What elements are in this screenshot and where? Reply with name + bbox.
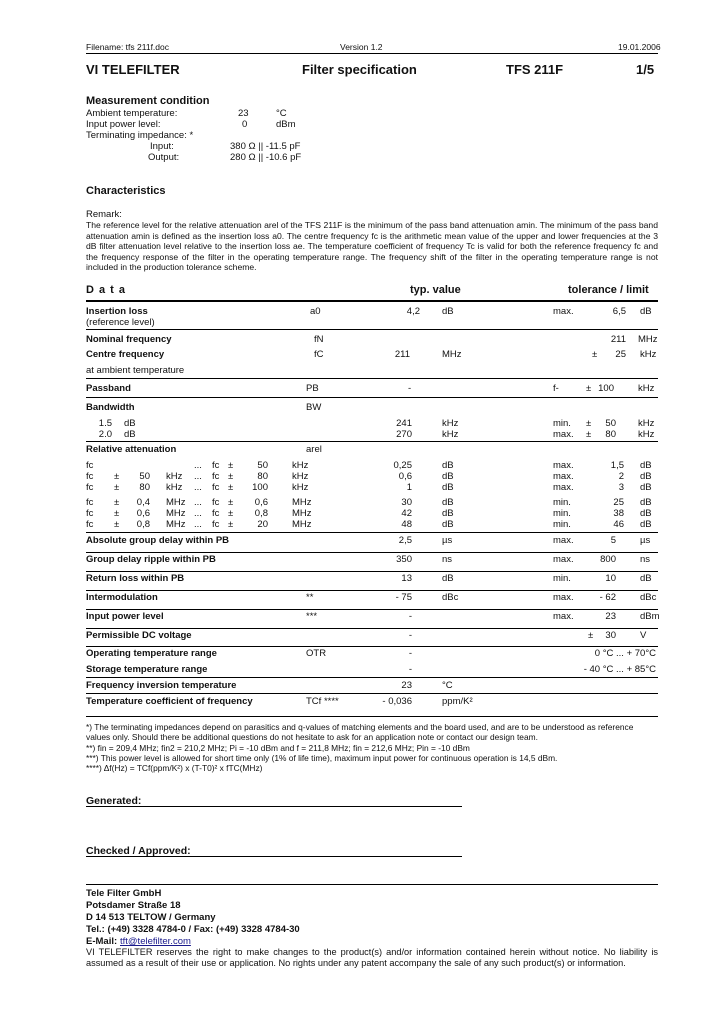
ra-from: fc (86, 471, 94, 482)
footnote-2: **) fin = 209,4 MHz; fin2 = 210,2 MHz; Pi = -10 dBm and f = 211,8 MHz; fin = 212,6 MHz; Pin = -10 dBm (86, 743, 470, 753)
storage-temp-typ: - (408, 664, 412, 675)
return-loss-unit: dB (442, 573, 454, 584)
op-temp-sym: OTR (306, 648, 327, 659)
ra-pm: ± (228, 460, 234, 471)
abs-delay-label: Absolute group delay within PB (86, 535, 230, 546)
passband-sym: PB (306, 383, 319, 394)
ra-to-unit: kHz (292, 482, 309, 493)
ra-pm: ± (228, 508, 234, 519)
return-loss-label: Return loss within PB (86, 573, 185, 584)
ripple-val: 800 (600, 554, 616, 565)
storage-temp-label: Storage temperature range (86, 664, 208, 675)
power-label: Input power level: (86, 119, 161, 130)
ra-from: fc (86, 519, 94, 530)
footnote-rule (86, 716, 658, 717)
footer-city: D 14 513 TELTOW / Germany (86, 912, 216, 923)
ra-val: 2 (618, 471, 624, 482)
ra-typ: 0,6 (398, 471, 412, 482)
intermod-unit: dBc (442, 592, 459, 603)
ra-typ: 30 (401, 497, 412, 508)
abs-delay-lim: max. (553, 535, 574, 546)
input-power-label: Input power level (86, 611, 164, 622)
remark-text: The reference level for the relative attenuation arel of the TFS 211F is the minimum of the pass band attenuation amin. The minimum of the pass band attenuation amin is defined as the insertion loss a0. The centre frequency fc is the arithmetic mean value of the upper and lower frequencies at the 3 dB filter attenuation level relative to the insertion loss ae. The temperature coefficient of frequency Tc is valid for both the reference frequency fc and the frequency response of the filter in the operating temperature range. The frequency shift of the filter in the operating temperature range is not included in the production tolerance scheme. (86, 220, 658, 273)
ra-pm: ± (114, 482, 120, 493)
ra-typ: 0,25 (393, 460, 412, 471)
ra-val: 3 (618, 482, 624, 493)
row-rule (86, 693, 658, 694)
nominal-freq-val: 211 (610, 334, 626, 345)
op-temp-label: Operating temperature range (86, 648, 217, 659)
ra-to-unit: kHz (292, 471, 309, 482)
dc-voltage-pm: ± (588, 630, 594, 641)
bw-typ: 270 (396, 429, 412, 440)
temp-coef-typ: - 0,036 (382, 696, 412, 707)
ra-lim: min. (553, 519, 571, 530)
insertion-loss-sub: (reference level) (86, 317, 155, 328)
ra-to: fc (212, 508, 220, 519)
intermod-val: - 62 (599, 592, 616, 603)
op-temp-range: 0 °C ... + 70°C (594, 648, 656, 659)
checked-signature-line[interactable] (86, 856, 462, 857)
dc-voltage-label: Permissible DC voltage (86, 630, 192, 641)
row-rule (86, 571, 658, 572)
company-title: VI TELEFILTER (86, 62, 180, 77)
ra-from-unit: kHz (166, 471, 183, 482)
ra-to: fc (212, 519, 220, 530)
input-label: Input: (150, 141, 174, 152)
ra-from-val: 80 (139, 482, 150, 493)
generated-signature-line[interactable] (86, 806, 462, 807)
return-loss-typ: 13 (401, 573, 412, 584)
bw-unit: kHz (442, 429, 459, 440)
ra-to-unit: MHz (292, 508, 312, 519)
ra-to-unit: kHz (292, 460, 309, 471)
date-label: 19.01.2006 (618, 42, 661, 52)
ripple-typ: 350 (396, 554, 412, 565)
passband-f: f- (553, 383, 559, 394)
ra-pm: ± (114, 519, 120, 530)
ripple-label: Group delay ripple within PB (86, 554, 216, 565)
ra-from-val: 0,6 (136, 508, 150, 519)
ra-to: fc (212, 471, 220, 482)
footer-email-label: E-Mail: (86, 936, 118, 947)
bw-val: 80 (605, 429, 616, 440)
ra-lim: min. (553, 497, 571, 508)
ra-pm: ± (228, 482, 234, 493)
ra-lim: min. (553, 508, 571, 519)
ra-to-val: 20 (257, 519, 268, 530)
insertion-loss-label: Insertion loss (86, 306, 148, 317)
row-rule (86, 590, 658, 591)
return-loss-val: 10 (605, 573, 616, 584)
ra-unit: dB (442, 482, 454, 493)
nominal-freq-sym: fN (314, 334, 324, 345)
row-rule (86, 532, 658, 533)
ra-dots: ... (194, 497, 202, 508)
freq-inv-typ: 23 (401, 680, 412, 691)
bw-lunit: kHz (638, 429, 655, 440)
ambient-label: Ambient temperature: (86, 108, 178, 119)
ripple-lim: max. (553, 554, 574, 565)
passband-typ: - (408, 383, 412, 394)
ra-lunit: dB (640, 519, 652, 530)
ra-typ: 1 (406, 482, 412, 493)
footnote-4: ****) Δf(Hz) = TCf(ppm/K²) x (T-T0)² x fTC(MHz) (86, 763, 263, 773)
ra-from: fc (86, 508, 94, 519)
op-temp-typ: - (408, 648, 412, 659)
ra-dots: ... (194, 519, 202, 530)
passband-val: 100 (598, 383, 614, 394)
ra-from: fc (86, 497, 94, 508)
passband-pm: ± (586, 383, 592, 394)
bandwidth-sym: BW (306, 402, 322, 413)
row-rule (86, 628, 658, 629)
ra-from: fc (86, 460, 94, 471)
ra-to-val: 50 (257, 460, 268, 471)
bw-level: 1.5 (98, 418, 112, 429)
term-label: Terminating impedance: * (86, 130, 194, 141)
nominal-freq-unit: MHz (638, 334, 658, 345)
ra-from-unit: MHz (166, 508, 186, 519)
ra-to-val: 0,6 (254, 497, 268, 508)
ra-lim: max. (553, 460, 574, 471)
row-rule (86, 378, 658, 379)
input-power-lim: max. (553, 611, 574, 622)
input-power-sym: *** (306, 611, 318, 622)
ra-pm: ± (114, 508, 120, 519)
abs-delay-lunit: µs (640, 535, 651, 546)
centre-freq-val: 25 (615, 349, 626, 360)
abs-delay-val: 5 (610, 535, 616, 546)
ra-to-val: 0,8 (254, 508, 268, 519)
bw-level: 2.0 (98, 429, 112, 440)
ra-to-unit: MHz (292, 519, 312, 530)
insertion-loss-val: 6,5 (612, 306, 626, 317)
temp-coef-label: Temperature coefficient of frequency (86, 696, 253, 707)
ra-to-val: 80 (257, 471, 268, 482)
checked-label: Checked / Approved: (86, 845, 191, 857)
power-value: 0 (242, 119, 248, 130)
version-label: Version 1.2 (340, 42, 383, 52)
bw-pm: ± (586, 418, 592, 429)
ra-from-val: 50 (139, 471, 150, 482)
ra-typ: 42 (401, 508, 412, 519)
ra-lunit: dB (640, 460, 652, 471)
bw-lunit: kHz (638, 418, 655, 429)
intermod-lim: max. (553, 592, 574, 603)
ra-unit: dB (442, 471, 454, 482)
bw-level-unit: dB (124, 418, 136, 429)
ra-pm: ± (114, 497, 120, 508)
page-number: 1/5 (636, 62, 655, 77)
insertion-loss-typ: 4,2 (406, 306, 420, 317)
ra-pm: ± (228, 471, 234, 482)
centre-freq-pm: ± (592, 349, 598, 360)
insertion-loss-sym: a0 (310, 306, 321, 317)
ra-from: fc (86, 482, 94, 493)
row-rule (86, 397, 658, 398)
dc-voltage-val: 30 (605, 630, 616, 641)
footnote-1: *) The terminating impedances depend on parasitics and q-values of matching elements and the board used, and are to be understood as reference values only. Should there be additional questions do not hesitate to ask for an application note or contact our design team. (86, 722, 634, 742)
centre-freq-unit: MHz (442, 349, 462, 360)
centre-freq-sym: fC (314, 349, 324, 360)
header-rule (86, 53, 658, 54)
characteristics-title: Characteristics (86, 185, 166, 197)
ra-val: 25 (613, 497, 624, 508)
ra-typ: 48 (401, 519, 412, 530)
remark-label: Remark: (86, 209, 122, 220)
footer-company: Tele Filter GmbH (86, 888, 162, 899)
ra-lunit: dB (640, 482, 652, 493)
bw-level-unit: dB (124, 429, 136, 440)
bw-val: 50 (605, 418, 616, 429)
footnote-3: ***) This power level is allowed for short time only (1% of life time), maximum input power for continuous operation is 14,5 dBm. (86, 753, 558, 763)
return-loss-lunit: dB (640, 573, 652, 584)
footer-tel: Tel.: (+49) 3328 4784-0 / Fax: (+49) 3328 4784-30 (86, 924, 300, 935)
footer-rule (86, 884, 658, 885)
insertion-loss-lunit: dB (640, 306, 652, 317)
nominal-freq-label: Nominal frequency (86, 334, 172, 345)
ra-unit: dB (442, 519, 454, 530)
ra-pm: ± (228, 519, 234, 530)
bw-pm: ± (586, 429, 592, 440)
measurement-title: Measurement condition (86, 95, 210, 107)
output-label: Output: (148, 152, 180, 163)
footer-street: Potsdamer Straße 18 (86, 900, 181, 911)
bw-unit: kHz (442, 418, 459, 429)
rel-att-sym: arel (306, 444, 322, 455)
part-number: TFS 211F (506, 62, 564, 77)
row-rule (86, 552, 658, 553)
ra-to-unit: MHz (292, 497, 312, 508)
passband-label: Passband (86, 383, 131, 394)
row-rule (86, 646, 658, 647)
ra-from-unit: MHz (166, 519, 186, 530)
freq-inv-label: Frequency inversion temperature (86, 680, 237, 691)
intermod-typ: - 75 (395, 592, 412, 603)
temp-coef-unit: ppm/K² (442, 696, 473, 707)
ambient-value: 23 (238, 108, 249, 119)
ra-to: fc (212, 497, 220, 508)
ra-val: 46 (613, 519, 624, 530)
ambient-unit: °C (276, 108, 287, 119)
ra-dots: ... (194, 508, 202, 519)
ra-lunit: dB (640, 471, 652, 482)
ra-lim: max. (553, 471, 574, 482)
input-power-typ: - (408, 611, 412, 622)
dc-voltage-lunit: V (640, 630, 647, 641)
ra-dots: ... (194, 460, 202, 471)
ra-unit: dB (442, 508, 454, 519)
intermod-lunit: dBc (640, 592, 657, 603)
bandwidth-label: Bandwidth (86, 402, 135, 413)
centre-freq-note: at ambient temperature (86, 365, 185, 376)
col-tol: tolerance / limit (568, 284, 649, 296)
filename-label: Filename: tfs 211f.doc (86, 42, 169, 52)
ra-unit: dB (442, 460, 454, 471)
abs-delay-unit: µs (442, 535, 453, 546)
insertion-loss-lim: max. (553, 306, 574, 317)
ra-pm: ± (114, 471, 120, 482)
ra-from-unit: MHz (166, 497, 186, 508)
doc-title: Filter specification (302, 62, 417, 77)
ra-val: 38 (613, 508, 624, 519)
table-header-rule (86, 300, 658, 302)
footer-disclaimer: VI TELEFILTER reserves the right to make changes to the product(s) and/or information contained herein without notice. No liability is assumed as a result of their use or application. No rights under any patent accompany the sale of any such product(s) or information. (86, 947, 658, 968)
row-rule (86, 677, 658, 678)
output-value: 280 Ω || -10.6 pF (230, 152, 302, 163)
ra-pm: ± (228, 497, 234, 508)
ra-from-val: 0,8 (136, 519, 150, 530)
generated-label: Generated: (86, 795, 142, 807)
ripple-unit: ns (442, 554, 453, 565)
power-unit: dBm (276, 119, 296, 130)
input-power-val: 23 (605, 611, 616, 622)
dc-voltage-typ: - (408, 630, 412, 641)
ra-val: 1,5 (610, 460, 624, 471)
ra-to: fc (212, 482, 220, 493)
input-value: 380 Ω || -11.5 pF (230, 141, 301, 152)
bw-lim: min. (553, 418, 571, 429)
ra-unit: dB (442, 497, 454, 508)
centre-freq-label: Centre frequency (86, 349, 165, 360)
ra-from-val: 0,4 (136, 497, 150, 508)
intermod-label: Intermodulation (86, 592, 158, 603)
rel-att-label: Relative attenuation (86, 444, 177, 455)
passband-unit: kHz (638, 383, 655, 394)
storage-temp-range: - 40 °C ... + 85°C (583, 664, 656, 675)
ra-dots: ... (194, 482, 202, 493)
col-data: D a t a (86, 284, 127, 296)
return-loss-lim: min. (553, 573, 571, 584)
ra-to-val: 100 (252, 482, 268, 493)
ra-from-unit: kHz (166, 482, 183, 493)
col-typ: typ. value (410, 284, 461, 296)
ra-dots: ... (194, 471, 202, 482)
intermod-sym: ** (306, 592, 314, 603)
row-rule (86, 329, 658, 330)
ra-to: fc (212, 460, 220, 471)
bw-typ: 241 (396, 418, 412, 429)
temp-coef-sym: TCf **** (306, 696, 339, 707)
freq-inv-unit: °C (442, 680, 453, 691)
insertion-loss-unit: dB (442, 306, 454, 317)
abs-delay-typ: 2,5 (398, 535, 412, 546)
row-rule (86, 441, 658, 442)
input-power-lunit: dBm (640, 611, 660, 622)
centre-freq-typ: 211 (394, 349, 410, 360)
ripple-lunit: ns (640, 554, 651, 565)
centre-freq-lunit: kHz (640, 349, 657, 360)
ra-lunit: dB (640, 497, 652, 508)
bw-lim: max. (553, 429, 574, 440)
ra-lim: max. (553, 482, 574, 493)
footer-email-link[interactable]: tft@telefilter.com (120, 936, 191, 947)
ra-lunit: dB (640, 508, 652, 519)
row-rule (86, 609, 658, 610)
